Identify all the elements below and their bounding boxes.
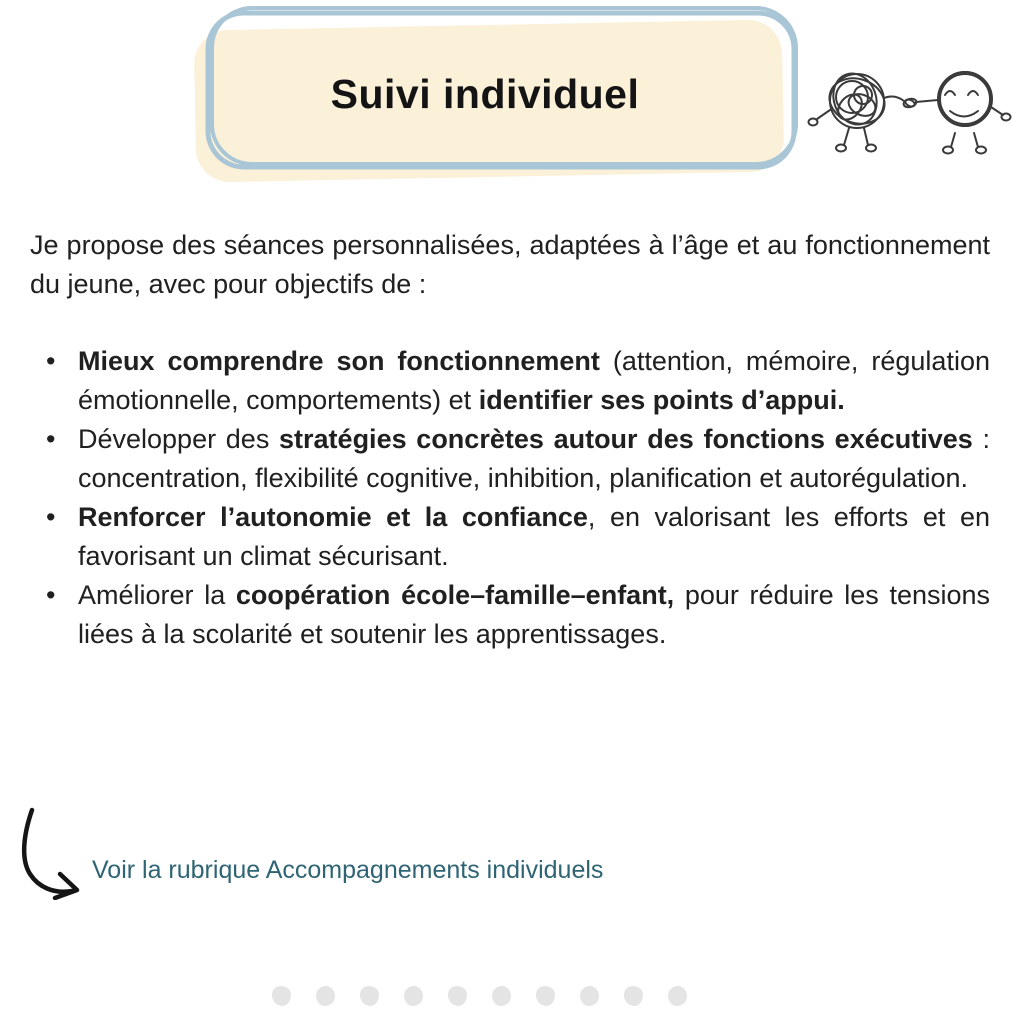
decorative-dot xyxy=(272,986,291,1006)
objective-item xyxy=(30,576,990,654)
objective-item xyxy=(30,342,990,420)
intro-paragraph: Je propose des séances personnalisées, adaptées à l’âge et au fonctionnement du jeune, avec pour objectifs de : xyxy=(30,230,990,299)
see-section-link[interactable]: Voir la rubrique Accompagnements individuels xyxy=(92,856,604,884)
decorative-dot xyxy=(360,986,379,1006)
decorative-dot xyxy=(624,986,643,1006)
bullet-marker: • xyxy=(46,580,56,610)
dots-row xyxy=(272,986,687,1006)
objective-item xyxy=(30,420,990,498)
curved-arrow-icon xyxy=(10,806,90,900)
title-banner xyxy=(190,5,815,190)
tangle-character xyxy=(809,67,905,151)
smiley-character xyxy=(916,67,1011,153)
tangle-and-smiley-doodle-illustration xyxy=(800,55,1015,157)
page-title: Suivi individuel xyxy=(330,71,640,117)
decorative-dot xyxy=(448,986,467,1006)
objective-item xyxy=(30,498,990,576)
objectives-list xyxy=(30,342,990,654)
bullet-marker: • xyxy=(46,424,56,454)
decorative-dot xyxy=(404,986,423,1006)
decorative-dot xyxy=(316,986,335,1006)
bullet-marker: • xyxy=(46,502,56,532)
decorative-dot xyxy=(668,986,687,1006)
holding-hands-knot xyxy=(903,97,918,108)
decorative-dot xyxy=(580,986,599,1006)
objective-text: Améliorer la coopération école–famille–enfant, pour réduire les tensions liées à la scolarité et soutenir les apprentissages. xyxy=(78,580,991,649)
decorative-dot xyxy=(492,986,511,1006)
bullet-marker: • xyxy=(46,346,56,376)
decorative-dot xyxy=(536,986,555,1006)
objective-text: Mieux comprendre son fonctionnement (attention, mémoire, régulation émotionnelle, comportements) et identifier ses points d’appui. xyxy=(78,346,990,415)
objective-text: Développer des stratégies concrètes autour des fonctions exécutives : concentration, flexibilité cognitive, inhibition, planification et autorégulation. xyxy=(78,424,990,493)
objective-text: Renforcer l’autonomie et la confiance, en valorisant les efforts et en favorisant un climat sécurisant. xyxy=(78,502,990,571)
